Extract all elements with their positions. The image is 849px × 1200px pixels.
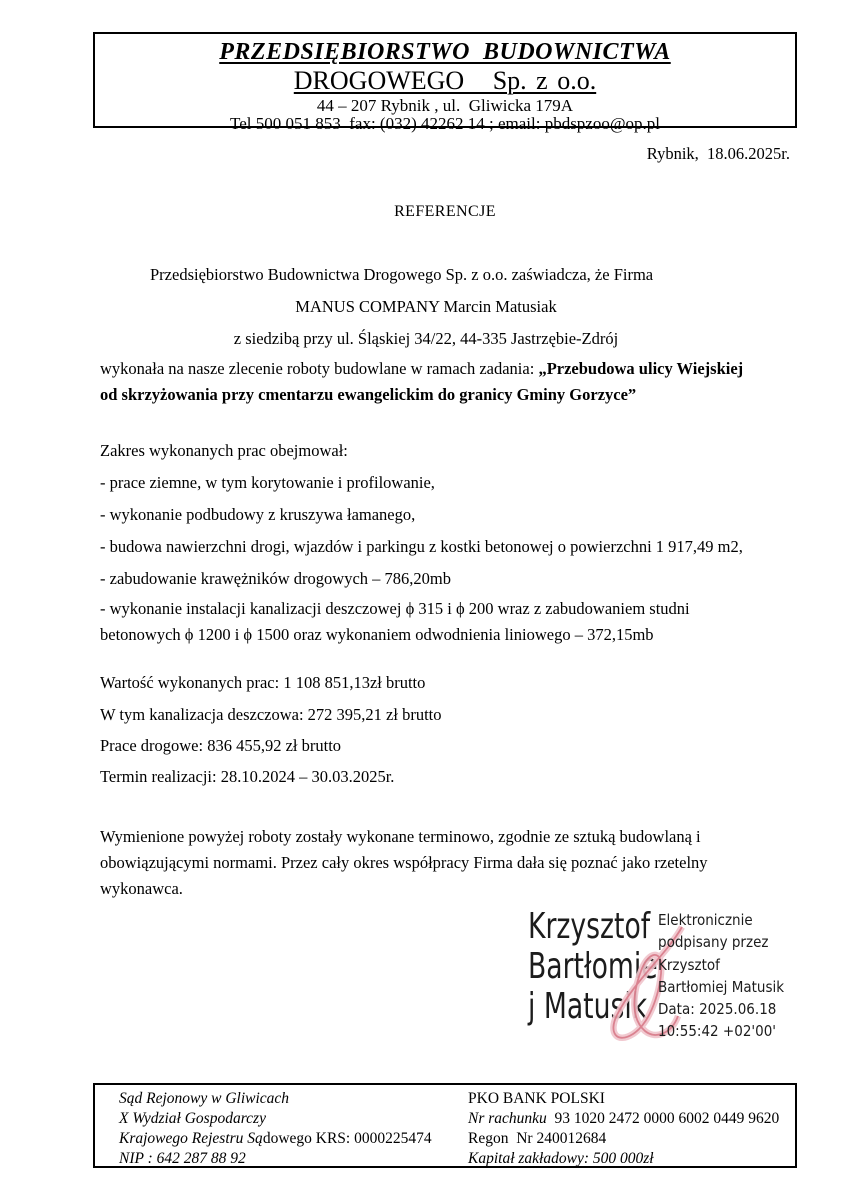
signature-name-line: Bartłomie (528, 946, 658, 987)
signature-name-line: Krzysztof (528, 906, 651, 947)
footer-krs-italic: Krajowego Rejestru Są (119, 1130, 263, 1147)
scope-item: - zabudowanie krawężników drogowych – 786,20mb (100, 569, 451, 588)
task-paragraph (100, 356, 752, 408)
footer-court-line: Sąd Rejonowy w Gliwicach (119, 1090, 290, 1107)
footer-nip-line: NIP : 642 287 88 92 (119, 1150, 246, 1167)
signature-details-line: Elektronicznie (658, 911, 753, 929)
place-and-date: Rybnik, 18.06.2025r. (646, 144, 790, 163)
digital-signature-block (528, 903, 798, 1041)
footer-capital-line: Kapitał zakładowy: 500 000zł (468, 1150, 654, 1167)
total-value-line: Wartość wykonanych prac: 1 108 851,13zł brutto (100, 673, 426, 692)
footer-krs-line (119, 1129, 432, 1149)
signature-details-line: Bartłomiej Matusik (658, 977, 785, 996)
completion-date-line: Termin realizacji: 28.10.2024 – 30.03.2025r. (100, 767, 395, 786)
company-contact: Tel 500 051 853 fax: (032) 42262 14 ; email: pbdspzoo@op.pl (230, 114, 660, 133)
task-prefix: wykonała na nasze zlecenie roboty budowlane w ramach zadania: (100, 359, 539, 378)
footer-account-line (468, 1109, 779, 1129)
signature-details-line: 10:55:42 +02'00' (658, 1022, 777, 1041)
scope-item: - wykonanie podbudowy z kruszywa łamanego, (100, 505, 416, 524)
scope-item: - prace ziemne, w tym korytowanie i profilowanie, (100, 473, 435, 492)
signature-details (658, 909, 784, 1043)
document-title: REFERENCJE (394, 203, 496, 220)
road-works-value-line: Prace drogowe: 836 455,92 zł brutto (100, 736, 342, 755)
footer-account-number: 93 1020 2472 0000 6002 0449 9620 (546, 1110, 780, 1127)
intro-statement: Przedsiębiorstwo Budownictwa Drogowego Sp. z o.o. zaświadcza, że Firma (150, 265, 654, 284)
signature-details-line: Krzysztof (658, 955, 720, 974)
footer-registry-box (93, 1083, 797, 1168)
scope-item: - budowa nawierzchni drogi, wjazdów i parkingu z kostki betonowej o powierzchni 1 917,49 m2, (100, 537, 743, 556)
sewage-value-line: W tym kanalizacja deszczowa: 272 395,21 zł brutto (100, 705, 442, 724)
closing-paragraph: Wymienione powyżej roboty zostały wykonane terminowo, zgodnie ze sztuką budowlaną i obowiązującymi normami. Przez cały okres współpracy Firma dała się poznać jako rzetelny wykonawca. (100, 827, 712, 898)
scope-item: - wykonanie instalacji kanalizacji deszczowej ϕ 315 i ϕ 200 wraz z zabudowaniem studni betonowych ϕ 1200 i ϕ 1500 oraz wykonaniem odwodnienia liniowego – 372,15mb (100, 599, 694, 644)
company-name-line1: PRZEDSIĘBIORSTWO BUDOWNICTWA (219, 39, 671, 65)
footer-regon-line: Regon Nr 240012684 (468, 1130, 607, 1147)
company-name-line2: DROGOWEGO Sp. z o.o. (293, 66, 597, 95)
footer-court-info (119, 1089, 432, 1169)
signature-name-line: j Matusik (528, 986, 648, 1027)
footer-krs-number: dowego KRS: 0000225474 (262, 1130, 432, 1147)
footer-bank-name: PKO BANK POLSKI (468, 1090, 605, 1107)
task-title: „Przebudowa ulicy Wiejskiej od skrzyżowania przy cmentarzu ewangelickim do granicy Gminy Gorzyce” (100, 359, 748, 404)
letterhead-box (93, 32, 797, 133)
signature-details-line: Data: 2025.06.18 (658, 1000, 777, 1019)
footer-division-line: X Wydział Gospodarczy (119, 1110, 266, 1127)
contractor-name: MANUS COMPANY Marcin Matusiak (295, 297, 557, 316)
company-address: 44 – 207 Rybnik , ul. Gliwicka 179A (316, 96, 574, 115)
footer-bank-info (468, 1089, 779, 1169)
signature-details-line: podpisany przez (658, 933, 769, 952)
contractor-address: z siedzibą przy ul. Śląskiej 34/22, 44-335 Jastrzębie-Zdrój (233, 329, 619, 348)
scope-heading: Zakres wykonanych prac obejmował: (100, 441, 348, 460)
footer-account-label: Nr rachunku (468, 1110, 547, 1127)
